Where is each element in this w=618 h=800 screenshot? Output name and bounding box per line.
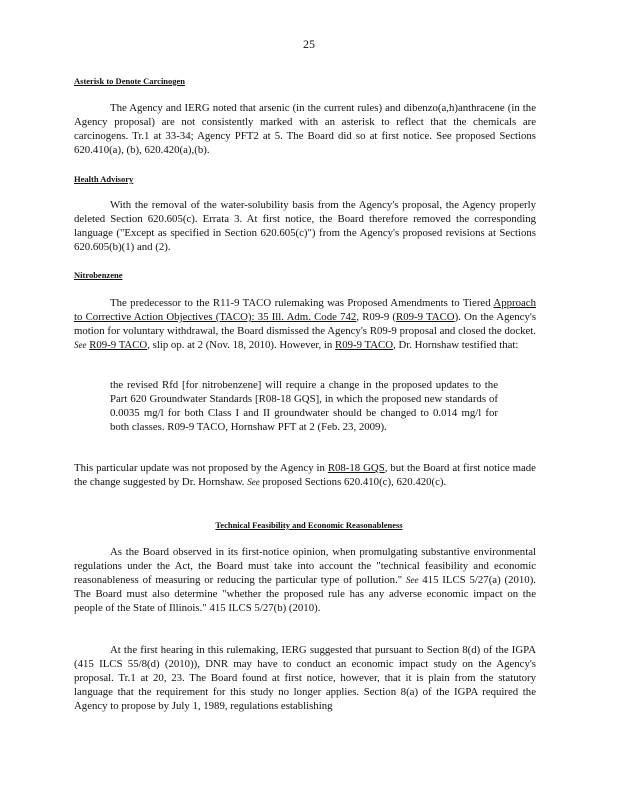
citation-r09-9-taco: R09-9 TACO [335,339,394,351]
page-number: 25 [303,37,315,51]
citation-taco-title: Approach to Corrective Action Objectives (TACO): 35 Ill. Adm. Code 742 [74,297,536,323]
paragraph-asterisk: The Agency and IERG noted that arsenic (in the current rules) and dibenzo(a,h)anthracene (in the Agency proposal) are not consistently marked with an asterisk to reflect that the chemicals are carcinogens. Tr.1 at 33-34; Agency PFT2 at 5. The Board did so at first notice. See proposed Sections 620.410(a), (b), 620.420(a),(b). [74,102,536,156]
paragraph-technical-feasibility: As the Board observed in its first-notice opinion, when promulgating substantive environmental regulations under the Act, the Board must take into account the "technical feasibility and economic reasonableness of measuring or reducing the particular type of pollution." See 415 ILCS 5/27(a) (2010). The Board must also determine "whether the proposed rule has any adverse economic impact on the people of the State of Illinois." 415 ILCS 5/27(b) (2010). [74,546,536,614]
heading-asterisk: Asterisk to Denote Carcinogen [74,76,186,86]
block-quote-hornshaw: the revised Rfd [for nitrobenzene] will require a change in the proposed updates to the Part 620 Groundwater Standards [R08-18 GQS], in which the proposed new standards of 0.0035 mg/l for both Class I and II groundwater should be changed to 0.014 mg/l for both classes. R09-9 TACO, Hornshaw PFT at 2 (Feb. 23, 2009). [110,379,498,433]
paragraph-nitrobenzene-update: This particular update was not proposed by the Agency in R08-18 GQS, but the Board at first notice made the change suggested by Dr. Hornshaw. See proposed Sections 620.410(c), 620.420(c). [74,462,536,488]
citation-r09-9-taco: R09-9 TACO [396,311,455,323]
paragraph-igpa: At the first hearing in this rulemaking, IERG suggested that pursuant to Section 8(d) of the IGPA (415 ILCS 55/8(d) (2010)), DNR may have to conduct an economic impact study on the Agency's proposal. Tr.1 at 20, 23. The Board found at first notice, however, that it is plain from the statutory language that the requirement for this study no longer applies. Section 8(a) of the IGPA required the Agency to propose by July 1, 1989, regulations establishing [74,644,536,712]
heading-nitrobenzene: Nitrobenzene [74,270,123,280]
citation-r09-9-taco: R09-9 TACO [89,339,148,351]
heading-health-advisory: Health Advisory [74,174,134,184]
paragraph-nitrobenzene-intro: The predecessor to the R11-9 TACO rulemaking was Proposed Amendments to Tiered Approach to Corrective Action Objectives (TACO): 35 Ill. Adm. Code 742, R09-9 (R09-9 TACO). On the Agency's motion for voluntary withdrawal, the Board dismissed the Agency's R09-9 proposal and closed the docket. See R09-9 TACO, slip op. at 2 (Nov. 18, 2010). However, in R09-9 TACO, Dr. Hornshaw testified that: [74,297,537,351]
paragraph-health-advisory: With the removal of the water-solubility basis from the Agency's proposal, the Agency properly deleted Section 620.605(c). Errata 3. At first notice, the Board therefore removed the corresponding language ("Except as specified in Section 620.605(c)") from the Agency's proposed revisions at Sections 620.605(b)(1) and (2). [74,199,536,253]
heading-technical-feasibility: Technical Feasibility and Economic Reasonableness [215,520,403,530]
citation-r08-18-gqs: R08-18 GQS [327,462,385,474]
